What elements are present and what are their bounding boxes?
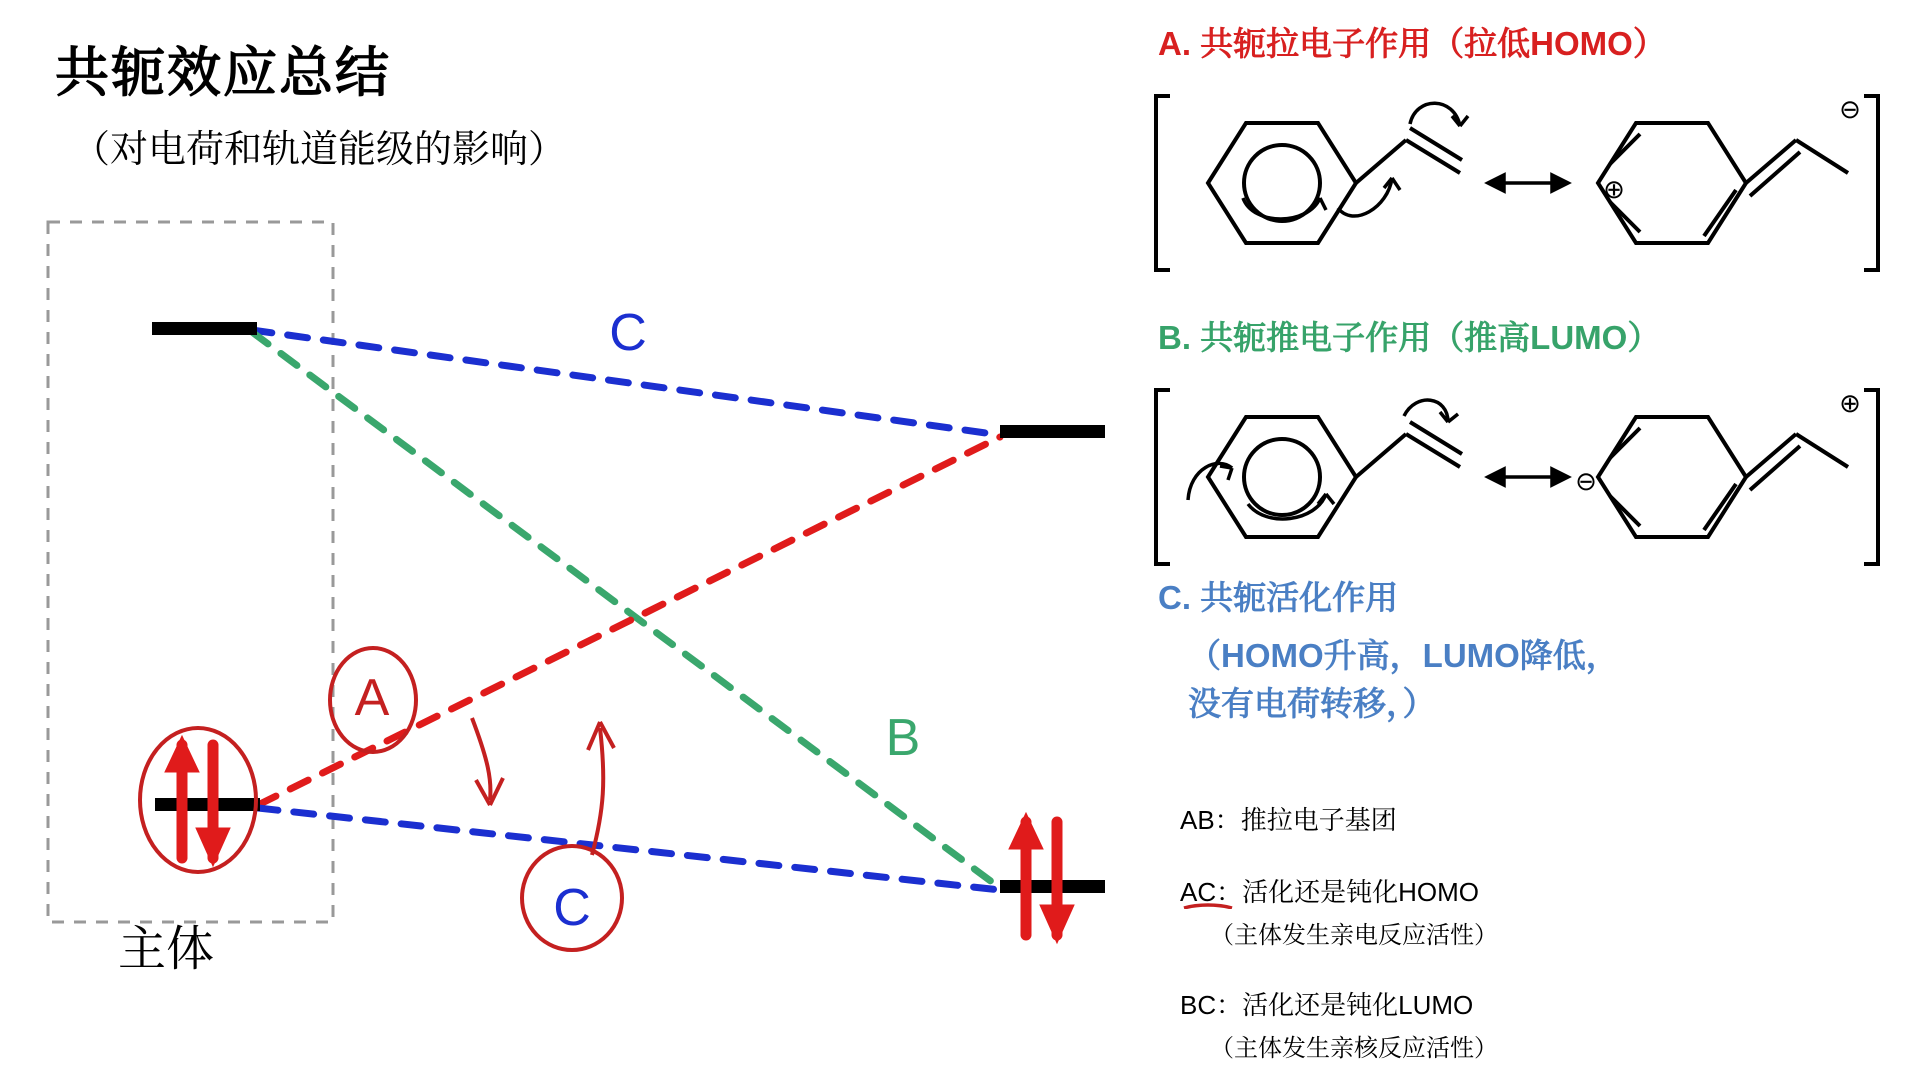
edge-label-c-top: C <box>609 304 647 362</box>
annotation-arrow-up <box>588 722 614 855</box>
charge-positive-b: ⊕ <box>1839 388 1861 418</box>
section-c-line-1: （HOMO升高，LUMO降低， <box>1188 637 1619 674</box>
vinyl-chain-b-right <box>1746 434 1848 490</box>
curved-arrow-a-3 <box>1410 103 1468 126</box>
quinoid-ring-b <box>1598 417 1746 537</box>
footnote-ac-key: AC： <box>1180 877 1243 907</box>
vinyl-chain-b-left <box>1356 422 1462 477</box>
host-label: 主体 <box>118 923 215 976</box>
annotation-arrow-down <box>472 718 503 805</box>
edge-label-a: A <box>354 669 390 727</box>
electron-pair-right-lower <box>1009 813 1074 943</box>
edge-c-bottom <box>258 808 1000 890</box>
level-bar-host-lumo <box>152 322 257 335</box>
bracket-left-a <box>1156 96 1170 270</box>
vinyl-chain-a-left <box>1356 128 1462 183</box>
charge-negative-b: ⊖ <box>1575 466 1597 496</box>
bracket-right-a <box>1864 96 1878 270</box>
edge-label-c-bottom: C <box>553 879 591 937</box>
page-subtitle: （对电荷和轨道能级的影响） <box>72 129 567 171</box>
charge-positive-a: ⊕ <box>1603 174 1625 204</box>
footnote-bc-text: 活化还是钝化LUMO <box>1242 990 1474 1020</box>
footnote-bc-key: BC： <box>1180 990 1243 1020</box>
section-c-line-2: 没有电荷转移，） <box>1188 685 1436 722</box>
charge-negative-a: ⊖ <box>1839 94 1861 124</box>
benzene-ring-a-left <box>1208 123 1356 243</box>
section-b-heading: B. 共轭推电子作用（推高LUMO） <box>1158 319 1661 356</box>
bracket-right-b <box>1864 390 1878 564</box>
resonance-structure-a <box>1148 78 1908 293</box>
footnote-ab-key: AB： <box>1180 805 1241 835</box>
footnote-bc-sub: （主体发生亲核反应活性） <box>1210 1035 1498 1062</box>
section-a-heading: A. 共轭拉电子作用（拉低HOMO） <box>1158 25 1666 62</box>
footnote-ab <box>1180 800 1397 837</box>
resonance-structure-b <box>1148 372 1908 587</box>
resonance-arrow-b <box>1488 469 1568 485</box>
curved-arrow-b-3 <box>1404 400 1458 422</box>
edge-b <box>252 332 1000 888</box>
annotation-underline-ac <box>1182 903 1234 909</box>
page-title: 共轭效应总结 <box>55 43 391 103</box>
vinyl-chain-a-right <box>1746 140 1848 196</box>
footnote-bc <box>1180 985 1473 1022</box>
level-bar-right-upper <box>1000 425 1105 438</box>
bracket-left-b <box>1156 390 1170 564</box>
section-c-heading: C. 共轭活化作用 <box>1158 579 1399 616</box>
resonance-arrow-a <box>1488 175 1568 191</box>
footnote-ac-sub: （主体发生亲电反应活性） <box>1210 922 1498 949</box>
edge-label-b: B <box>885 709 921 767</box>
footnote-ab-text: 推拉电子基团 <box>1240 805 1397 835</box>
footnote-ac-text: 活化还是钝化HOMO <box>1242 877 1480 907</box>
